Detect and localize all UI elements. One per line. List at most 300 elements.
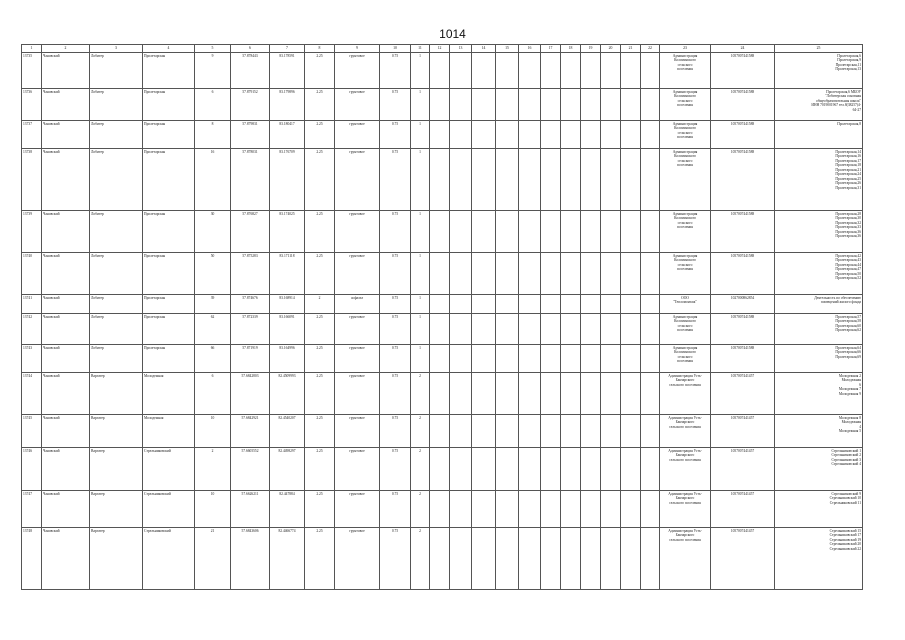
column-number: 18 [561, 45, 581, 53]
empty-cell [601, 314, 621, 345]
empty-cell [621, 121, 641, 149]
operator: Администрация Усть- Бакчарского сельского поселения [660, 491, 711, 528]
operator: Администрация Коломинского сельского поселения [660, 89, 711, 121]
locality: Лобитер [90, 314, 143, 345]
empty-cell [472, 415, 496, 448]
latitude: 57.6843606 [231, 528, 270, 590]
table-row [22, 89, 863, 121]
locality: Лобитер [90, 345, 143, 373]
table-row [22, 345, 863, 373]
empty-cell [601, 149, 621, 211]
street: Пролетарская [143, 149, 195, 211]
empty-cell [561, 491, 581, 528]
column-number: 7 [270, 45, 305, 53]
street: Пролетарская [143, 345, 195, 373]
empty-cell [561, 53, 581, 89]
empty-cell [519, 373, 541, 415]
column-number: 10 [380, 45, 411, 53]
empty-cell [621, 491, 641, 528]
empty-cell [496, 295, 519, 314]
empty-cell [621, 211, 641, 253]
waste-sources: Пролетарская,6 Пролетарская,9 Пролетарская,11 Пролетарская,13 [775, 53, 863, 89]
empty-cell [581, 314, 601, 345]
longitude: 83.171118 [270, 253, 305, 295]
area: 2.25 [305, 253, 335, 295]
empty-cell [430, 415, 450, 448]
empty-cell [450, 345, 472, 373]
area: 2.25 [305, 314, 335, 345]
column-number: 3 [90, 45, 143, 53]
latitude: 57.872339 [231, 314, 270, 345]
column-number: 11 [411, 45, 430, 53]
empty-cell [581, 121, 601, 149]
district: Чановский [42, 415, 90, 448]
container-count: 1 [411, 345, 430, 373]
empty-cell [601, 89, 621, 121]
surface-type: грунтовое [335, 53, 380, 89]
district: Чановский [42, 149, 90, 211]
ogrn: 1057007441588 [711, 89, 775, 121]
house-number: 39 [195, 295, 231, 314]
empty-cell [541, 448, 561, 491]
table-row [22, 295, 863, 314]
area: 2 [305, 295, 335, 314]
empty-cell [621, 149, 641, 211]
container-volume: 0.75 [380, 253, 411, 295]
area: 2.25 [305, 415, 335, 448]
empty-cell [621, 314, 641, 345]
empty-cell [621, 415, 641, 448]
district: Чановский [42, 253, 90, 295]
ogrn: 1057007441588 [711, 53, 775, 89]
column-number: 5 [195, 45, 231, 53]
street: Стрельниковский [143, 448, 195, 491]
empty-cell [450, 53, 472, 89]
empty-cell [641, 373, 660, 415]
empty-cell [601, 448, 621, 491]
container-count: 1 [411, 314, 430, 345]
district: Чановский [42, 89, 90, 121]
empty-cell [541, 491, 561, 528]
record-id: 13746 [22, 448, 42, 491]
latitude: 57.6842921 [231, 415, 270, 448]
waste-sources: Пролетарская,6 МБОУ "Лобитерская основная общеобразовательная школа" ИНН 7019001967 тел.8(38257)4- 64-27 [775, 89, 863, 121]
empty-cell [561, 415, 581, 448]
empty-cell [496, 314, 519, 345]
empty-cell [496, 448, 519, 491]
empty-cell [541, 53, 561, 89]
waste-sources: Молодежная 2 Молодежная 6 Молодежная 7 Молодежная 9 [775, 373, 863, 415]
container-volume: 0.75 [380, 415, 411, 448]
district: Чановский [42, 448, 90, 491]
empty-cell [641, 415, 660, 448]
empty-cell [450, 89, 472, 121]
column-number: 9 [335, 45, 380, 53]
operator: Администрация Коломинского сельского поселения [660, 149, 711, 211]
surface-type: грунтовое [335, 491, 380, 528]
empty-cell [581, 448, 601, 491]
empty-cell [581, 345, 601, 373]
house-number: 21 [195, 528, 231, 590]
district: Чановский [42, 211, 90, 253]
column-number: 8 [305, 45, 335, 53]
container-volume: 0.75 [380, 53, 411, 89]
empty-cell [472, 491, 496, 528]
ogrn: 1057007441588 [711, 149, 775, 211]
operator: Администрация Коломинского сельского поселения [660, 211, 711, 253]
street: Пролетарская [143, 53, 195, 89]
empty-cell [541, 345, 561, 373]
record-id: 13747 [22, 491, 42, 528]
empty-cell [450, 314, 472, 345]
column-number: 21 [621, 45, 641, 53]
empty-cell [519, 253, 541, 295]
empty-cell [519, 121, 541, 149]
empty-cell [641, 314, 660, 345]
area: 2.25 [305, 448, 335, 491]
empty-cell [601, 345, 621, 373]
empty-cell [641, 345, 660, 373]
container-volume: 0.75 [380, 345, 411, 373]
empty-cell [430, 253, 450, 295]
latitude: 57.6605552 [231, 448, 270, 491]
empty-cell [581, 415, 601, 448]
empty-cell [621, 89, 641, 121]
empty-cell [581, 89, 601, 121]
street: Пролетарская [143, 121, 195, 149]
column-number: 13 [450, 45, 472, 53]
empty-cell [621, 345, 641, 373]
district: Чановский [42, 345, 90, 373]
area: 2.25 [305, 89, 335, 121]
page-number: 1014 [439, 27, 466, 41]
empty-cell [450, 295, 472, 314]
latitude: 57.6626211 [231, 491, 270, 528]
empty-cell [472, 345, 496, 373]
empty-cell [496, 211, 519, 253]
district: Чановский [42, 53, 90, 89]
table-row [22, 253, 863, 295]
record-id: 13735 [22, 53, 42, 89]
container-volume: 0.75 [380, 149, 411, 211]
ogrn: 1057007441588 [711, 345, 775, 373]
surface-type: асфальт [335, 295, 380, 314]
surface-type: грунтовое [335, 528, 380, 590]
empty-cell [601, 253, 621, 295]
longitude: 82.4466774 [270, 528, 305, 590]
empty-cell [496, 528, 519, 590]
area: 2.25 [305, 211, 335, 253]
empty-cell [472, 314, 496, 345]
locality: Варгатер [90, 491, 143, 528]
empty-cell [581, 211, 601, 253]
locality: Варгатер [90, 448, 143, 491]
house-number: 9 [195, 53, 231, 89]
longitude: 82.4509993 [270, 373, 305, 415]
empty-cell [496, 373, 519, 415]
house-number: 62 [195, 314, 231, 345]
ogrn: 1057007441588 [711, 211, 775, 253]
empty-cell [519, 345, 541, 373]
empty-cell [561, 528, 581, 590]
empty-cell [450, 373, 472, 415]
empty-cell [541, 295, 561, 314]
empty-cell [641, 211, 660, 253]
empty-cell [581, 491, 601, 528]
street: Стрельниковский [143, 528, 195, 590]
street: Молодежная [143, 373, 195, 415]
table-row [22, 491, 863, 528]
empty-cell [430, 53, 450, 89]
empty-cell [641, 253, 660, 295]
empty-cell [430, 295, 450, 314]
record-id: 13748 [22, 528, 42, 590]
empty-cell [496, 149, 519, 211]
empty-cell [472, 253, 496, 295]
longitude: 83.166091 [270, 314, 305, 345]
area: 2.25 [305, 121, 335, 149]
empty-cell [601, 121, 621, 149]
empty-cell [430, 528, 450, 590]
latitude: 57.879152 [231, 89, 270, 121]
street: Стрельниковский [143, 491, 195, 528]
empty-cell [430, 491, 450, 528]
empty-cell [519, 295, 541, 314]
table-row [22, 149, 863, 211]
empty-cell [472, 211, 496, 253]
waste-sources: Пролетарская,64 Пролетарская,66 Пролетарская,69 [775, 345, 863, 373]
operator: Администрация Коломинского сельского поселения [660, 53, 711, 89]
house-number: 66 [195, 345, 231, 373]
empty-cell [472, 528, 496, 590]
column-number: 20 [601, 45, 621, 53]
ogrn: 1057007441457 [711, 448, 775, 491]
table-row [22, 314, 863, 345]
area: 2.25 [305, 345, 335, 373]
table-row [22, 448, 863, 491]
empty-cell [541, 528, 561, 590]
container-count: 1 [411, 295, 430, 314]
empty-cell [541, 314, 561, 345]
operator: Администрация Коломинского сельского поселения [660, 121, 711, 149]
empty-cell [519, 528, 541, 590]
locality: Лобитер [90, 121, 143, 149]
house-number: 6 [195, 89, 231, 121]
waste-sources: Молодежная 8 Молодежная 4 Молодежная 5 [775, 415, 863, 448]
longitude: 83.179896 [270, 89, 305, 121]
empty-cell [561, 295, 581, 314]
empty-cell [561, 149, 581, 211]
ogrn: 1057007441588 [711, 121, 775, 149]
record-id: 13738 [22, 149, 42, 211]
district: Чановский [42, 373, 90, 415]
empty-cell [541, 89, 561, 121]
house-number: 30 [195, 211, 231, 253]
empty-cell [601, 415, 621, 448]
empty-cell [581, 373, 601, 415]
empty-cell [430, 89, 450, 121]
empty-cell [430, 345, 450, 373]
empty-cell [472, 89, 496, 121]
latitude: 57.878443 [231, 53, 270, 89]
record-id: 13744 [22, 373, 42, 415]
empty-cell [641, 89, 660, 121]
empty-cell [601, 53, 621, 89]
surface-type: грунтовое [335, 89, 380, 121]
container-count: 2 [411, 528, 430, 590]
table-row [22, 211, 863, 253]
record-id: 13740 [22, 253, 42, 295]
empty-cell [641, 53, 660, 89]
empty-cell [541, 149, 561, 211]
empty-cell [496, 121, 519, 149]
empty-cell [621, 253, 641, 295]
empty-cell [561, 345, 581, 373]
operator: ООО "Тепломонтаж" [660, 295, 711, 314]
locality: Лобитер [90, 211, 143, 253]
empty-cell [541, 211, 561, 253]
container-count: 1 [411, 149, 430, 211]
container-count: 2 [411, 415, 430, 448]
locality: Варгатер [90, 415, 143, 448]
ogrn: 1057007441457 [711, 415, 775, 448]
column-number: 2 [42, 45, 90, 53]
empty-cell [496, 491, 519, 528]
record-id: 13741 [22, 295, 42, 314]
record-id: 13742 [22, 314, 42, 345]
empty-cell [601, 211, 621, 253]
container-count: 1 [411, 89, 430, 121]
street: Пролетарская [143, 253, 195, 295]
surface-type: грунтовое [335, 149, 380, 211]
register-table [21, 44, 863, 590]
locality: Лобитер [90, 149, 143, 211]
longitude: 83.164996 [270, 345, 305, 373]
empty-cell [472, 373, 496, 415]
empty-cell [519, 149, 541, 211]
surface-type: грунтовое [335, 211, 380, 253]
empty-cell [541, 253, 561, 295]
empty-cell [450, 121, 472, 149]
container-count: 1 [411, 211, 430, 253]
empty-cell [450, 211, 472, 253]
surface-type: грунтовое [335, 345, 380, 373]
empty-cell [472, 448, 496, 491]
table-row [22, 415, 863, 448]
container-volume: 0.75 [380, 295, 411, 314]
street: Молодежная [143, 415, 195, 448]
empty-cell [472, 121, 496, 149]
empty-cell [601, 491, 621, 528]
column-number-row [22, 45, 863, 53]
empty-cell [561, 373, 581, 415]
surface-type: грунтовое [335, 373, 380, 415]
area: 2.25 [305, 149, 335, 211]
surface-type: грунтовое [335, 448, 380, 491]
house-number: 10 [195, 491, 231, 528]
empty-cell [496, 89, 519, 121]
record-id: 13739 [22, 211, 42, 253]
operator: Администрация Коломинского сельского поселения [660, 314, 711, 345]
empty-cell [561, 121, 581, 149]
container-volume: 0.75 [380, 528, 411, 590]
empty-cell [450, 491, 472, 528]
column-number: 16 [519, 45, 541, 53]
empty-cell [519, 89, 541, 121]
column-number: 15 [496, 45, 519, 53]
house-number: 8 [195, 121, 231, 149]
table-row [22, 121, 863, 149]
column-number: 24 [711, 45, 775, 53]
locality: Варгатер [90, 373, 143, 415]
latitude: 57.871919 [231, 345, 270, 373]
latitude: 57.876827 [231, 211, 270, 253]
empty-cell [472, 149, 496, 211]
empty-cell [519, 211, 541, 253]
longitude: 83.176709 [270, 149, 305, 211]
longitude: 83.180417 [270, 121, 305, 149]
empty-cell [601, 295, 621, 314]
longitude: 83.174025 [270, 211, 305, 253]
container-count: 2 [411, 373, 430, 415]
empty-cell [450, 253, 472, 295]
container-volume: 0.75 [380, 211, 411, 253]
empty-cell [621, 53, 641, 89]
latitude: 57.878031 [231, 149, 270, 211]
column-number: 12 [430, 45, 450, 53]
record-id: 13736 [22, 89, 42, 121]
empty-cell [496, 53, 519, 89]
container-volume: 0.75 [380, 373, 411, 415]
surface-type: грунтовое [335, 314, 380, 345]
waste-sources: Пролетарская,28 Пролетарская,30 Пролетарская,32 Пролетарская,33 Пролетарская,36 Пролетарская,36 [775, 211, 863, 253]
locality: Лобитер [90, 53, 143, 89]
container-count: 1 [411, 121, 430, 149]
empty-cell [581, 253, 601, 295]
locality: Лобитер [90, 295, 143, 314]
empty-cell [621, 373, 641, 415]
empty-cell [561, 314, 581, 345]
empty-cell [641, 491, 660, 528]
latitude: 57.874676 [231, 295, 270, 314]
waste-sources: Стрельниковский 9 Стрельниковский 10 Стрельниковский 11 [775, 491, 863, 528]
locality: Лобитер [90, 89, 143, 121]
ogrn: 1057007441457 [711, 528, 775, 590]
container-volume: 0.75 [380, 89, 411, 121]
area: 2.25 [305, 491, 335, 528]
empty-cell [581, 528, 601, 590]
empty-cell [519, 314, 541, 345]
record-id: 13737 [22, 121, 42, 149]
area: 2.25 [305, 373, 335, 415]
record-id: 13745 [22, 415, 42, 448]
house-number: 50 [195, 253, 231, 295]
latitude: 57.6842803 [231, 373, 270, 415]
empty-cell [430, 448, 450, 491]
table-row [22, 373, 863, 415]
empty-cell [450, 415, 472, 448]
ogrn: 1027000862854 [711, 295, 775, 314]
longitude: 83.178591 [270, 53, 305, 89]
container-volume: 0.75 [380, 314, 411, 345]
container-volume: 0.75 [380, 491, 411, 528]
empty-cell [621, 448, 641, 491]
column-number: 25 [775, 45, 863, 53]
house-number: 2 [195, 448, 231, 491]
container-count: 2 [411, 448, 430, 491]
locality: Варгатер [90, 528, 143, 590]
ogrn: 1057007441588 [711, 253, 775, 295]
